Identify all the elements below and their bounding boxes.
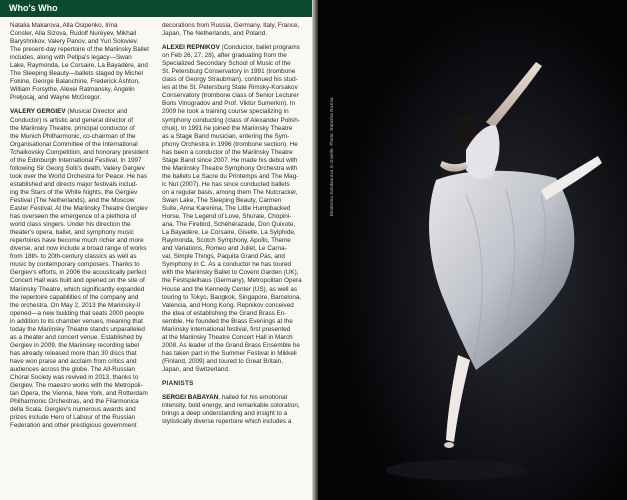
- text-line: val, Simple Things, Paquita Grand Pas, and: [162, 253, 285, 261]
- text-line: prizes include Hero of Labour of the Russian: [10, 414, 136, 422]
- text-line: established and directs major festivals includ-: [10, 180, 138, 188]
- text-line: with the Mariinsky Ballet to Covent Garden (UK),: [162, 269, 299, 277]
- text-line: Mariinsky Theatre, which significantly expanded: [10, 285, 145, 293]
- text-line: has been a conductor of the Mariinsky Theatre: [162, 148, 293, 156]
- text-line: theater's opera, ballet, and symphony music: [10, 229, 134, 237]
- text-line: Japan, The Netherlands, and Poland.: [162, 30, 267, 38]
- text-line: Suite, Anna Karenina, The Little Humpbacked: [162, 205, 291, 213]
- text-line: in addition to its chamber venues, meaning that: [10, 317, 143, 325]
- text-line: the idea of establishing the Grand Brass En-: [162, 309, 287, 317]
- gergiev-bio: [10, 108, 153, 430]
- text-line: House and the Kennedy Center (US), as well as: [162, 285, 298, 293]
- text-line: Choral Society was revived in 2013, thanks to: [10, 374, 139, 382]
- text-line: Organisational Committee of the International: [10, 140, 138, 148]
- text-line: ic Nut (2007). He has since conducted ballets: [162, 180, 290, 188]
- text-line: music by contemporary composers. Thanks to: [10, 261, 140, 269]
- text-line: have won praise and acclaim from critics and: [10, 357, 137, 365]
- text-line: the Mariinsky Theatre, principal conductor of: [10, 124, 135, 132]
- text-line-rest: (Musical Director and: [65, 108, 128, 116]
- text-line: from 18th- to 20th-century classics as well as: [10, 253, 137, 261]
- text-line: Valencia, and Hong Kong. Repnikov conceived: [162, 301, 294, 309]
- text-line: decorations from Russia, Germany, Italy, France,: [162, 22, 300, 29]
- text-line: today the Mariinsky Theatre stands unparalleled: [10, 325, 145, 333]
- pointe-shoe: [444, 442, 454, 448]
- text-line: Symphony in C. As a conductor he has toured: [162, 261, 292, 269]
- text-line: symphony conducting (class of Alexander Polish-: [162, 116, 300, 124]
- text-line: intensity, bold energy, and remarkable coloration,: [162, 402, 300, 410]
- text-line: Philharmonic Orchestras, and the Filarmonica: [10, 398, 139, 406]
- text-column-2: [162, 22, 309, 426]
- text-line: Natalia Makarova, Alla Osipenko, Irina: [10, 22, 118, 29]
- text-line: Japan, and Switzerland.: [162, 365, 230, 373]
- text-line: stylistically diverse repertoire which includes a: [162, 418, 292, 426]
- bio-name: ALEXEI REPNIKOV: [162, 44, 220, 52]
- text-line: [10, 108, 153, 116]
- text-line: [162, 394, 309, 402]
- text-line: the orchestra. On May 2, 2013 the Mariinsky-II: [10, 301, 141, 309]
- text-line: has taken part in the Summer Festival in Mikkeli: [162, 349, 297, 357]
- text-line: della Scala. Gergiev's numerous awards and: [10, 406, 136, 414]
- text-line: Stage Band since 2007. He made his debut with: [162, 156, 298, 164]
- text-line: Festival (The Netherlands), and the Moscow: [10, 196, 135, 204]
- text-line: at the Mariinsky Theatre Concert Hall in March: [162, 333, 293, 341]
- text-line: Easter Festival. At the Mariinsky Theatre Gergiev: [10, 205, 148, 213]
- text-line: 2009 he took a training course specializing in: [162, 108, 289, 116]
- text-line: and Variations, Romeo and Juliet, Le Carna-: [162, 245, 287, 253]
- ballerina-photo: [316, 0, 627, 500]
- section-title: Who's Who: [9, 3, 58, 13]
- text-line: on Feb 26, 27, 28), after graduating from the: [162, 52, 287, 60]
- text-line: Concert Hall was built and opened on the site of: [10, 277, 145, 285]
- text-line: of the Edinburgh International Festival. In 1997: [10, 156, 142, 164]
- text-line: Tchaikovsky Competition, and honorary president: [10, 148, 149, 156]
- text-line: the ballets Le Sacre du Printemps and The Mag-: [162, 172, 299, 180]
- text-column-1: [10, 22, 153, 430]
- text-line: the Festspielhaus (Germany), Metropolitan Opera: [162, 277, 302, 285]
- text-line: La Bayadère, Le Corsaire, Giselle, La Sylphide,: [162, 229, 296, 237]
- text-line: the Munich Philharmonic, co-chairman of the: [10, 132, 136, 140]
- text-line: ies at the St. Petersburg State Rimsky-Korsakov: [162, 84, 298, 92]
- text-line: Gergiev. The maestro works with the Metropoli-: [10, 382, 143, 390]
- text-line: on a regular basis, among them The Nutcracker,: [162, 188, 298, 196]
- text-line: Federation and other prestigious government: [10, 422, 137, 430]
- text-line: as a theater and concert venue. Established by: [10, 333, 143, 341]
- text-line: Raymonda, Scotch Symphony, Apollo, Theme: [162, 237, 291, 245]
- text-line: The Sleeping Beauty—ballets staged by Michel: [10, 70, 143, 78]
- text-line: world class singers. Under his direction the: [10, 221, 131, 229]
- text-line: Horse, The Legend of Love, Shurale, Chopini-: [162, 213, 292, 221]
- text-line: tan Opera, the Vienna, New York, and Rotterdam: [10, 390, 148, 398]
- photo-credit: Ekaterina Kondaurova in Giselle. Photo: Natasha Razina: [329, 97, 334, 216]
- text-line: audiences across the globe. The All-Russian: [10, 365, 136, 373]
- text-line: Lake, Raymonda, Le Corsaire, La Bayadère, and: [10, 62, 148, 70]
- text-line: Boris Vinogradov and Prof. Viktor Sumerkin). In: [162, 100, 296, 108]
- text-line: Preljocaj, and Wayne McGregor.: [10, 94, 102, 102]
- text-line: includes, along with Petipa's legacy—Swan: [10, 54, 132, 62]
- text-line: Consler, Alla Sizova, Rudolf Nureyev, Mikhail: [10, 30, 137, 38]
- bio-name: SERGEI BABAYAN: [162, 394, 219, 402]
- text-line: the repertoire capabilities of the company and: [10, 293, 139, 301]
- text-line: chuk). In 1991 he joined the Mariinsky Theatre: [162, 124, 293, 132]
- text-line: 2008. As leader of the Grand Brass Ensemble he: [162, 341, 300, 349]
- bio-name: VALERY GERGIEV: [10, 108, 66, 116]
- text-line: repertoires have become much richer and more: [10, 237, 144, 245]
- text-line: semble. He founded the Brass Evenings at the: [162, 317, 293, 325]
- dancer-head: [455, 115, 477, 141]
- text-line: Fokine, George Balanchine, Frederick Ashton,: [10, 78, 140, 86]
- text-line: brings a deep understanding and insight to a: [162, 410, 288, 418]
- text-line: Gergiev in 2009, the Mariinsky recording label: [10, 341, 140, 349]
- text-line: Mariinsky international festival, first presented: [162, 325, 291, 333]
- continued-paragraph: [162, 22, 309, 38]
- page-spine: [312, 0, 318, 500]
- text-line: diverse, and now include a broad range of works: [10, 245, 147, 253]
- text-line: William Forsythe, Alexei Ratmansky, Angelin: [10, 86, 135, 94]
- pianists-heading: PIANISTS: [162, 380, 194, 388]
- floor-shadow: [386, 460, 526, 480]
- text-line: Gergiev's efforts, in 2006 the acoustically perfect: [10, 269, 147, 277]
- text-line: has already released more than 30 discs that: [10, 349, 137, 357]
- text-line: phony Orchestra in 1996 (trombone section). He: [162, 140, 298, 148]
- babayan-bio: [162, 394, 309, 426]
- text-line: The present-day repertoire of the Mariinsky Ballet: [10, 46, 149, 54]
- text-line: as a Stage Band musician, entering the Sym-: [162, 132, 290, 140]
- text-line: Swan Lake, The Sleeping Beauty, Carmen: [162, 196, 282, 204]
- text-line: ana, The Firebird, Schéhérazade, Don Quixote,: [162, 221, 296, 229]
- text-line: Conductor) is artistic and general director of: [10, 116, 134, 124]
- text-line: Specialized Secondary School of Music of the: [162, 60, 291, 68]
- text-line: St. Petersburg Conservatory in 1991 (trombone: [162, 68, 296, 76]
- text-line-rest: (Conductor, ballet programs: [219, 44, 300, 52]
- text-line: [162, 44, 309, 52]
- text-line: (Finland, 2009) and toured to Great Britain,: [162, 357, 283, 365]
- text-line: took over the World Orchestra for Peace. He has: [10, 172, 148, 180]
- intro-paragraph: [10, 22, 153, 102]
- text-line: the Mariinsky Theatre Symphony Orchestra with: [162, 164, 298, 172]
- section-header: [0, 0, 316, 17]
- text-line: touring to Tokyo, Bangkok, Singapore, Barcelona,: [162, 293, 302, 301]
- text-line: has overseen the emergence of a plethora of: [10, 213, 137, 221]
- text-line: following Sir Georg Solti's death, Valery Gergiev: [10, 164, 145, 172]
- repnikov-bio: [162, 44, 309, 374]
- text-line-rest: , hailed for his emotional: [218, 394, 288, 402]
- text-line: opened—a new building that seats 2000 people: [10, 309, 145, 317]
- text-line: Baryshnikov, Valery Panov, and Yuri Soloviev.: [10, 38, 139, 46]
- text-line: class of Georgy Straubman), continued his stud-: [162, 76, 298, 84]
- text-line: ing the Stars of the White Nights, the Gergiev: [10, 188, 138, 196]
- text-line: Conservatory (trombone class of Senior Lecturer: [162, 92, 299, 100]
